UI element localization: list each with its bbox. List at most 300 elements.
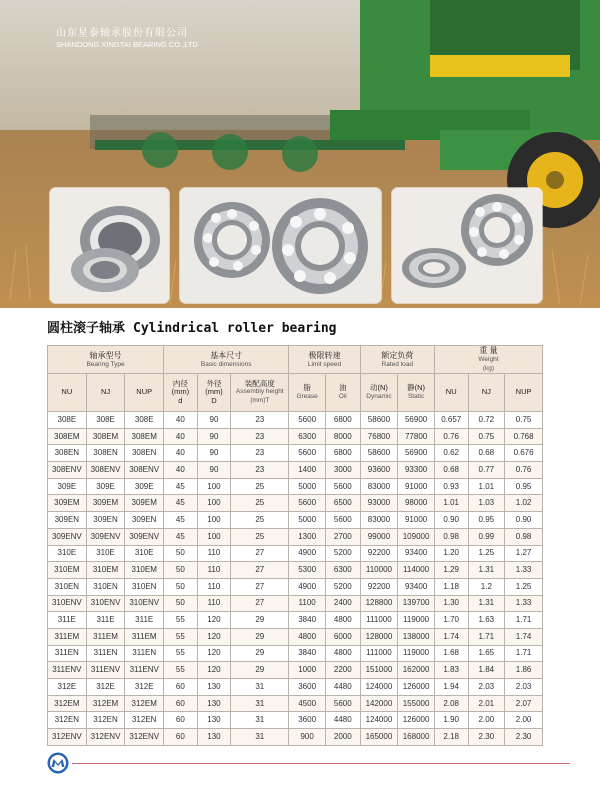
table-cell: 60 [164, 695, 198, 712]
table-cell: 900 [289, 729, 326, 746]
table-cell: 4800 [289, 628, 326, 645]
footer-divider [72, 763, 570, 764]
table-cell: 1100 [289, 595, 326, 612]
table-cell: 5600 [325, 695, 360, 712]
table-cell: 312EN [86, 712, 125, 729]
table-cell: 6300 [289, 428, 326, 445]
table-cell: 311EM [86, 628, 125, 645]
table-cell: 142000 [360, 695, 398, 712]
table-cell: 120 [197, 645, 231, 662]
table-cell: 1.83 [434, 662, 468, 679]
table-cell: 309ENV [86, 528, 125, 545]
table-cell: 138000 [398, 628, 435, 645]
header-weight-nup: NUP [505, 374, 543, 412]
table-cell: 310ENV [125, 595, 164, 612]
table-cell: 126000 [398, 679, 435, 696]
table-cell: 130 [197, 729, 231, 746]
bearing-photo-3 [392, 188, 542, 303]
table-cell: 1.33 [505, 595, 543, 612]
table-cell: 31 [231, 679, 289, 696]
table-cell: 0.76 [434, 428, 468, 445]
table-cell: 23 [231, 412, 289, 429]
table-cell: 55 [164, 628, 198, 645]
table-cell: 83000 [360, 512, 398, 529]
table-cell: 6300 [325, 562, 360, 579]
table-cell: 60 [164, 712, 198, 729]
table-cell: 2.00 [468, 712, 505, 729]
table-cell: 110 [197, 578, 231, 595]
company-name-cn: 山东星泰轴承股份有限公司 [56, 28, 188, 39]
table-cell: 120 [197, 662, 231, 679]
table-cell: 119000 [398, 645, 435, 662]
table-cell: 310E [125, 545, 164, 562]
table-row [48, 578, 543, 595]
table-row [48, 628, 543, 645]
table-cell: 2700 [325, 528, 360, 545]
table-cell: 310E [48, 545, 87, 562]
header-weight: 重 量 Weight (kg) [434, 346, 542, 374]
table-cell: 312ENV [125, 729, 164, 746]
table-cell: 5000 [289, 512, 326, 529]
table-cell: 308ENV [125, 462, 164, 479]
table-cell: 4500 [289, 695, 326, 712]
table-cell: 309EN [48, 512, 87, 529]
table-cell: 308EM [86, 428, 125, 445]
table-cell: 1.31 [468, 562, 505, 579]
table-cell: 29 [231, 662, 289, 679]
table-cell: 5200 [325, 545, 360, 562]
table-cell: 45 [164, 528, 198, 545]
table-cell: 25 [231, 478, 289, 495]
table-cell: 308EM [48, 428, 87, 445]
table-cell: 4900 [289, 545, 326, 562]
table-cell: 310EM [125, 562, 164, 579]
table-cell: 310ENV [86, 595, 125, 612]
table-cell: 45 [164, 512, 198, 529]
table-row [48, 445, 543, 462]
table-row [48, 595, 543, 612]
table-cell: 50 [164, 545, 198, 562]
table-cell: 55 [164, 645, 198, 662]
table-cell: 312E [86, 679, 125, 696]
table-cell: 1.74 [434, 628, 468, 645]
table-cell: 0.62 [434, 445, 468, 462]
table-cell: 40 [164, 462, 198, 479]
table-cell: 312EM [48, 695, 87, 712]
table-cell: 92200 [360, 578, 398, 595]
table-cell: 55 [164, 662, 198, 679]
table-cell: 40 [164, 428, 198, 445]
table-cell: 1.03 [468, 495, 505, 512]
table-row [48, 528, 543, 545]
table-cell: 91000 [398, 512, 435, 529]
table-cell: 58600 [360, 412, 398, 429]
table-cell: 110000 [360, 562, 398, 579]
table-row [48, 545, 543, 562]
table-cell: 27 [231, 562, 289, 579]
table-cell: 310EN [48, 578, 87, 595]
table-cell: 1.74 [505, 628, 543, 645]
table-cell: 311E [125, 612, 164, 629]
table-cell: 56900 [398, 412, 435, 429]
table-cell: 311EN [48, 645, 87, 662]
table-cell: 2.30 [505, 729, 543, 746]
table-cell: 308EN [48, 445, 87, 462]
table-cell: 45 [164, 495, 198, 512]
table-cell: 29 [231, 628, 289, 645]
table-cell: 2.07 [505, 695, 543, 712]
table-cell: 99000 [360, 528, 398, 545]
table-cell: 128000 [360, 628, 398, 645]
table-cell: 4800 [325, 645, 360, 662]
table-cell: 2.00 [505, 712, 543, 729]
table-cell: 310EN [125, 578, 164, 595]
table-cell: 25 [231, 528, 289, 545]
table-cell: 93400 [398, 545, 435, 562]
table-cell: 110 [197, 595, 231, 612]
table-cell: 0.95 [505, 478, 543, 495]
table-cell: 93000 [360, 495, 398, 512]
company-name [56, 24, 198, 49]
table-cell: 311EM [125, 628, 164, 645]
table-cell: 2000 [325, 729, 360, 746]
table-cell: 6800 [325, 412, 360, 429]
table-cell: 6000 [325, 628, 360, 645]
table-cell: 93400 [398, 578, 435, 595]
table-cell: 1.33 [505, 562, 543, 579]
table-cell: 311ENV [48, 662, 87, 679]
table-cell: 83000 [360, 478, 398, 495]
table-cell: 90 [197, 462, 231, 479]
header-rated-load: 额定负荷 Rated load [360, 346, 434, 374]
table-cell: 5000 [289, 478, 326, 495]
table-cell: 23 [231, 445, 289, 462]
table-cell: 310ENV [48, 595, 87, 612]
table-cell: 0.98 [505, 528, 543, 545]
table-cell: 109000 [398, 528, 435, 545]
table-cell: 311E [86, 612, 125, 629]
table-cell: 27 [231, 545, 289, 562]
table-cell: 110 [197, 545, 231, 562]
table-row [48, 512, 543, 529]
table-cell: 124000 [360, 679, 398, 696]
table-cell: 1.25 [505, 578, 543, 595]
table-cell: 311ENV [125, 662, 164, 679]
table-cell: 0.68 [434, 462, 468, 479]
table-cell: 4900 [289, 578, 326, 595]
table-row [48, 412, 543, 429]
table-cell: 40 [164, 445, 198, 462]
header-nu: NU [48, 374, 87, 412]
header-limit-speed: 极限转速 Limit speed [289, 346, 360, 374]
table-cell: 50 [164, 562, 198, 579]
bearing-spec-table [47, 345, 543, 746]
table-row [48, 495, 543, 512]
table-cell: 1.01 [468, 478, 505, 495]
table-cell: 0.68 [468, 445, 505, 462]
table-cell: 124000 [360, 712, 398, 729]
table-cell: 310EM [86, 562, 125, 579]
table-cell: 6500 [325, 495, 360, 512]
table-cell: 1.02 [505, 495, 543, 512]
table-cell: 311ENV [86, 662, 125, 679]
table-cell: 1.71 [505, 645, 543, 662]
table-row [48, 712, 543, 729]
table-cell: 77800 [398, 428, 435, 445]
table-cell: 8000 [325, 428, 360, 445]
table-cell: 0.768 [505, 428, 543, 445]
table-cell: 312ENV [48, 729, 87, 746]
table-cell: 309EM [48, 495, 87, 512]
table-cell: 5600 [289, 412, 326, 429]
table-cell: 0.75 [468, 428, 505, 445]
table-cell: 25 [231, 512, 289, 529]
header-dynamic: 动(N) Dynamic [360, 374, 398, 412]
table-cell: 5600 [325, 512, 360, 529]
table-cell: 1.86 [505, 662, 543, 679]
table-cell: 55 [164, 612, 198, 629]
table-cell: 29 [231, 645, 289, 662]
table-cell: 1.84 [468, 662, 505, 679]
table-cell: 130 [197, 712, 231, 729]
table-cell: 119000 [398, 612, 435, 629]
table-cell: 93300 [398, 462, 435, 479]
table-cell: 308EM [125, 428, 164, 445]
table-row [48, 695, 543, 712]
table-cell: 1.01 [434, 495, 468, 512]
table-cell: 23 [231, 428, 289, 445]
table-cell: 3840 [289, 612, 326, 629]
table-cell: 0.77 [468, 462, 505, 479]
table-cell: 114000 [398, 562, 435, 579]
table-cell: 5600 [289, 495, 326, 512]
table-row [48, 428, 543, 445]
table-cell: 120 [197, 628, 231, 645]
table-row [48, 478, 543, 495]
table-cell: 2.01 [468, 695, 505, 712]
table-cell: 100 [197, 495, 231, 512]
table-cell: 309EM [125, 495, 164, 512]
table-cell: 309EN [86, 512, 125, 529]
table-cell: 1.25 [468, 545, 505, 562]
table-cell: 23 [231, 462, 289, 479]
table-cell: 2.18 [434, 729, 468, 746]
table-cell: 308EN [86, 445, 125, 462]
table-cell: 90 [197, 428, 231, 445]
table-cell: 110 [197, 562, 231, 579]
table-cell: 0.75 [505, 412, 543, 429]
table-cell: 31 [231, 712, 289, 729]
table-cell: 1.18 [434, 578, 468, 595]
table-row [48, 562, 543, 579]
table-cell: 111000 [360, 645, 398, 662]
table-cell: 6800 [325, 445, 360, 462]
table-row [48, 462, 543, 479]
table-row [48, 662, 543, 679]
header-oil: 油 Oil [325, 374, 360, 412]
table-cell: 90 [197, 412, 231, 429]
table-cell: 100 [197, 512, 231, 529]
table-cell: 310EM [48, 562, 87, 579]
table-cell: 29 [231, 612, 289, 629]
table-cell: 4800 [325, 612, 360, 629]
section-heading-cn: 圆柱滚子轴承 [47, 321, 126, 336]
table-cell: 1.70 [434, 612, 468, 629]
table-cell: 3840 [289, 645, 326, 662]
table-cell: 308E [48, 412, 87, 429]
table-cell: 93600 [360, 462, 398, 479]
table-cell: 0.657 [434, 412, 468, 429]
table-cell: 92200 [360, 545, 398, 562]
table-cell: 31 [231, 729, 289, 746]
hero-banner [0, 0, 600, 308]
table-cell: 50 [164, 578, 198, 595]
table-cell: 3000 [325, 462, 360, 479]
section-heading [47, 317, 337, 336]
table-cell: 1.29 [434, 562, 468, 579]
bearing-photo-2 [180, 188, 381, 303]
table-cell: 128800 [360, 595, 398, 612]
table-cell: 0.76 [505, 462, 543, 479]
table-cell: 0.72 [468, 412, 505, 429]
table-cell: 3600 [289, 679, 326, 696]
table-cell: 1.68 [434, 645, 468, 662]
table-cell: 312EM [86, 695, 125, 712]
bearing-photo-1 [50, 188, 169, 303]
table-cell: 1400 [289, 462, 326, 479]
table-cell: 312E [125, 679, 164, 696]
table-cell: 310E [86, 545, 125, 562]
table-cell: 45 [164, 478, 198, 495]
table-cell: 5300 [289, 562, 326, 579]
header-basic-dimensions: 基本尺寸 Basic dimensions [164, 346, 289, 374]
header-static: 静(N) Static [398, 374, 435, 412]
table-cell: 50 [164, 595, 198, 612]
table-cell: 56900 [398, 445, 435, 462]
table-cell: 1.30 [434, 595, 468, 612]
table-cell: 2.30 [468, 729, 505, 746]
table-cell: 309ENV [48, 528, 87, 545]
table-cell: 309E [48, 478, 87, 495]
table-cell: 1.63 [468, 612, 505, 629]
table-row [48, 679, 543, 696]
table-cell: 308EN [125, 445, 164, 462]
table-cell: 1000 [289, 662, 326, 679]
table-cell: 0.99 [468, 528, 505, 545]
table-cell: 31 [231, 695, 289, 712]
table-cell: 40 [164, 412, 198, 429]
table-cell: 5600 [289, 445, 326, 462]
table-cell: 5200 [325, 578, 360, 595]
table-cell: 4480 [325, 679, 360, 696]
header-nup: NUP [125, 374, 164, 412]
table-cell: 162000 [398, 662, 435, 679]
table-cell: 311EM [48, 628, 87, 645]
table-cell: 309E [125, 478, 164, 495]
table-cell: 309E [86, 478, 125, 495]
table-cell: 155000 [398, 695, 435, 712]
table-cell: 1.31 [468, 595, 505, 612]
table-cell: 76800 [360, 428, 398, 445]
table-cell: 0.93 [434, 478, 468, 495]
header-outer-diameter: 外径 (mm) D [197, 374, 231, 412]
table-cell: 90 [197, 445, 231, 462]
table-cell: 120 [197, 612, 231, 629]
header-assembly-height: 装配高度 Assembly height (mm)T [231, 374, 289, 412]
table-cell: 312EN [125, 712, 164, 729]
table-cell: 130 [197, 695, 231, 712]
table-cell: 98000 [398, 495, 435, 512]
table-cell: 4480 [325, 712, 360, 729]
table-cell: 309EM [86, 495, 125, 512]
table-cell: 100 [197, 528, 231, 545]
table-cell: 0.90 [505, 512, 543, 529]
table-cell: 130 [197, 679, 231, 696]
table-cell: 310EN [86, 578, 125, 595]
section-heading-en: Cylindrical roller bearing [133, 321, 337, 336]
table-cell: 2.08 [434, 695, 468, 712]
table-cell: 1.71 [468, 628, 505, 645]
table-cell: 91000 [398, 478, 435, 495]
company-logo-icon [47, 752, 69, 774]
table-row [48, 729, 543, 746]
table-cell: 312EN [48, 712, 87, 729]
table-cell: 0.98 [434, 528, 468, 545]
table-cell: 111000 [360, 612, 398, 629]
company-name-en: SHANDONG XINGTAI BEARING CO.,LTD [56, 40, 198, 49]
table-cell: 309ENV [125, 528, 164, 545]
table-cell: 58600 [360, 445, 398, 462]
table-cell: 5600 [325, 478, 360, 495]
table-cell: 308E [86, 412, 125, 429]
table-cell: 0.676 [505, 445, 543, 462]
table-cell: 1.27 [505, 545, 543, 562]
table-cell: 168000 [398, 729, 435, 746]
table-cell: 308ENV [48, 462, 87, 479]
table-cell: 311EN [86, 645, 125, 662]
table-cell: 165000 [360, 729, 398, 746]
table-cell: 308E [125, 412, 164, 429]
table-cell: 1.65 [468, 645, 505, 662]
table-cell: 2200 [325, 662, 360, 679]
table-cell: 312ENV [86, 729, 125, 746]
table-cell: 2.03 [468, 679, 505, 696]
table-cell: 311E [48, 612, 87, 629]
table-cell: 1.71 [505, 612, 543, 629]
header-weight-nj: NJ [468, 374, 505, 412]
spec-table-body [48, 412, 543, 746]
table-cell: 0.90 [434, 512, 468, 529]
table-cell: 27 [231, 578, 289, 595]
table-cell: 60 [164, 679, 198, 696]
table-cell: 126000 [398, 712, 435, 729]
table-cell: 312EM [125, 695, 164, 712]
table-cell: 1300 [289, 528, 326, 545]
table-cell: 1.90 [434, 712, 468, 729]
table-cell: 0.95 [468, 512, 505, 529]
table-cell: 3600 [289, 712, 326, 729]
table-cell: 1.2 [468, 578, 505, 595]
table-cell: 1.94 [434, 679, 468, 696]
header-inner-diameter: 内径 (mm) d [164, 374, 198, 412]
table-cell: 60 [164, 729, 198, 746]
table-row [48, 645, 543, 662]
header-nj: NJ [86, 374, 125, 412]
table-cell: 311EN [125, 645, 164, 662]
table-cell: 309EN [125, 512, 164, 529]
table-cell: 25 [231, 495, 289, 512]
table-cell: 1.20 [434, 545, 468, 562]
